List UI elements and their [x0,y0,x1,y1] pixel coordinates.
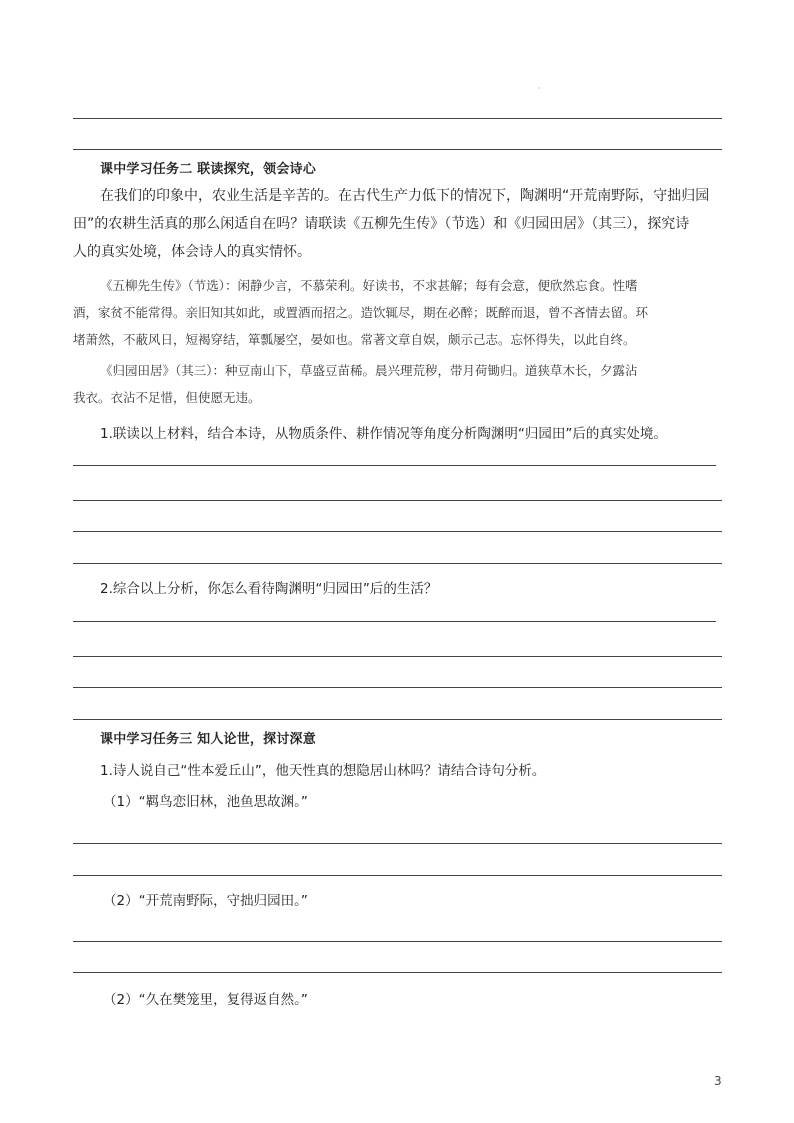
material1-line-3: 堵萧然，不蔽风日，短褐穿结，箪瓢屡空，晏如也。常著文章自娱，颇示己志。忘怀得失，以此自终。 [73,332,636,347]
answer-line[interactable] [73,621,716,622]
task3-question-1: 1.诗人说自己“性本爱丘山”，他天性真的想隐居山林吗？请结合诗句分析。 [100,763,546,779]
answer-line[interactable] [73,843,722,844]
answer-line[interactable] [73,465,716,466]
task2-question-1: 1.联读以上材料，结合本诗，从物质条件、耕作情况等角度分析陶渊明“归园田”后的真实处境。 [100,426,667,442]
answer-line[interactable] [73,719,722,720]
task2-intro-line-2: 田”的农耕生活真的那么闲适自在吗？请联读《五柳先生传》（节选）和《归园田居》（其三），探究诗 [73,216,690,232]
task3-subquestion-1: （1）“羁鸟恋旧林，池鱼思故渊。” [103,794,308,810]
task2-intro-line-1: 在我们的印象中，农业生活是辛苦的。在古代生产力低下的情况下，陶渊明“开荒南野际，守拙归园 [100,188,710,204]
material1-line-2: 酒，家贫不能常得。亲旧知其如此，或置酒而招之。造饮辄尽，期在必醉；既醉而退，曾不吝情去留。环 [73,305,649,320]
task3-subquestion-3: （2）“久在樊笼里，复得返自然。” [103,992,308,1008]
answer-line[interactable] [73,687,722,688]
answer-line[interactable] [73,531,722,532]
answer-line [73,149,722,150]
answer-line [73,118,722,119]
answer-line[interactable] [73,500,722,501]
answer-line[interactable] [73,563,722,564]
answer-line[interactable] [73,941,722,942]
task2-heading: 课中学习任务二 联读探究，领会诗心 [100,162,316,177]
material1-line-1: 《五柳先生传》（节选）：闲静少言，不慕荣利。好读书，不求甚解；每有会意，便欣然忘食。性嗜 [100,278,638,293]
answer-line[interactable] [73,656,722,657]
material2-line-1: 《归园田居》（其三）：种豆南山下，草盛豆苗稀。晨兴理荒秽，带月荷锄归。道狭草木长，夕露沾 [100,363,638,378]
header-mark: · [538,84,541,93]
task3-heading: 课中学习任务三 知人论世，探讨深意 [100,732,316,747]
material2-line-2: 我衣。衣沾不足惜，但使愿无违。 [73,390,261,405]
answer-line[interactable] [73,972,722,973]
task3-subquestion-2: （2）“开荒南野际，守拙归园田。” [103,893,308,909]
answer-line[interactable] [73,875,722,876]
page-number: 3 [714,1074,722,1088]
task2-question-2: 2.综合以上分析，你怎么看待陶渊明“归园田”后的生活？ [100,581,438,597]
task2-intro-line-3: 人的真实处境，体会诗人的真实情怀。 [73,244,311,260]
